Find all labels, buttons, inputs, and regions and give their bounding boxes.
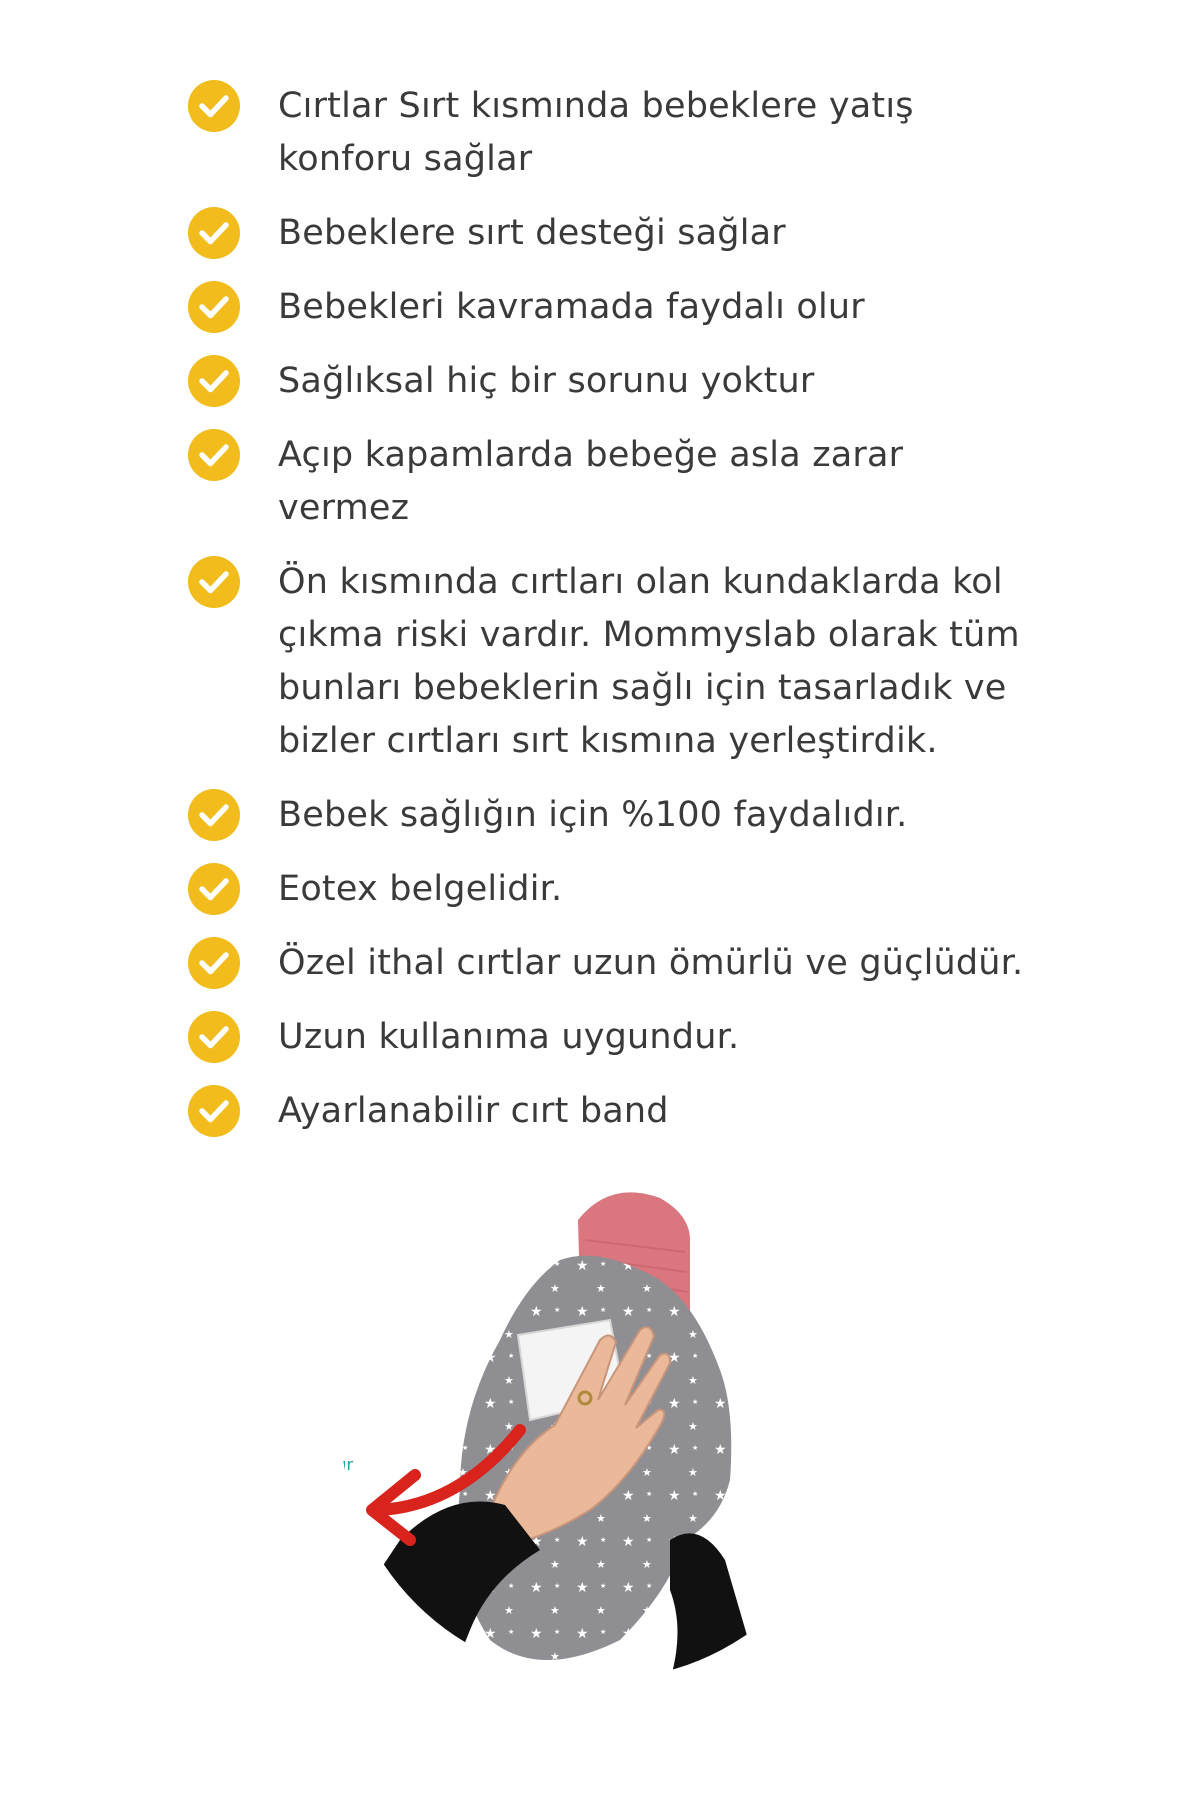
feature-text: Açıp kapamlarda bebeğe asla zarar vermez <box>278 435 904 528</box>
feature-text: Özel ithal cırtlar uzun ömürlü ve güçlüdür. <box>278 943 1024 983</box>
feature-item <box>188 429 1088 535</box>
cut-label: ır <box>342 1455 354 1474</box>
feature-text: Ayarlanabilir cırt band <box>278 1091 669 1131</box>
check-circle-icon <box>188 1085 240 1137</box>
check-circle-icon <box>188 429 240 481</box>
swaddle-photo <box>340 1160 860 1680</box>
feature-item <box>188 556 1088 768</box>
check-circle-icon <box>188 789 240 841</box>
feature-item <box>188 1011 1088 1064</box>
check-circle-icon <box>188 80 240 132</box>
feature-item <box>188 863 1088 916</box>
feature-item <box>188 355 1088 408</box>
feature-item <box>188 937 1088 990</box>
feature-text: Ön kısmında cırtları olan kundaklarda kol çıkma riski vardır. Mommyslab olarak tüm bunları bebeklerin sağlı için tasarladık ve bizler cırtları sırt kısmına yerleştirdik. <box>278 562 1020 761</box>
check-circle-icon <box>188 355 240 407</box>
feature-text: Bebek sağlığın için %100 faydalıdır. <box>278 795 908 835</box>
check-circle-icon <box>188 281 240 333</box>
feature-item <box>188 207 1088 260</box>
feature-text: Sağlıksal hiç bir sorunu yoktur <box>278 361 815 401</box>
feature-item <box>188 80 1088 186</box>
feature-item <box>188 789 1088 842</box>
swaddle-illustration <box>340 1160 860 1680</box>
feature-text: Cırtlar Sırt kısmında bebeklere yatış konforu sağlar <box>278 86 914 179</box>
feature-item <box>188 281 1088 334</box>
feature-list <box>188 80 1088 1159</box>
sleeve-right <box>670 1533 760 1680</box>
feature-text: Bebeklere sırt desteği sağlar <box>278 213 786 253</box>
check-circle-icon <box>188 207 240 259</box>
check-circle-icon <box>188 863 240 915</box>
check-circle-icon <box>188 937 240 989</box>
feature-text: Uzun kullanıma uygundur. <box>278 1017 740 1057</box>
feature-text: Bebekleri kavramada faydalı olur <box>278 287 865 327</box>
check-circle-icon <box>188 556 240 608</box>
check-circle-icon <box>188 1011 240 1063</box>
feature-text: Eotex belgelidir. <box>278 869 563 909</box>
feature-item <box>188 1085 1088 1138</box>
